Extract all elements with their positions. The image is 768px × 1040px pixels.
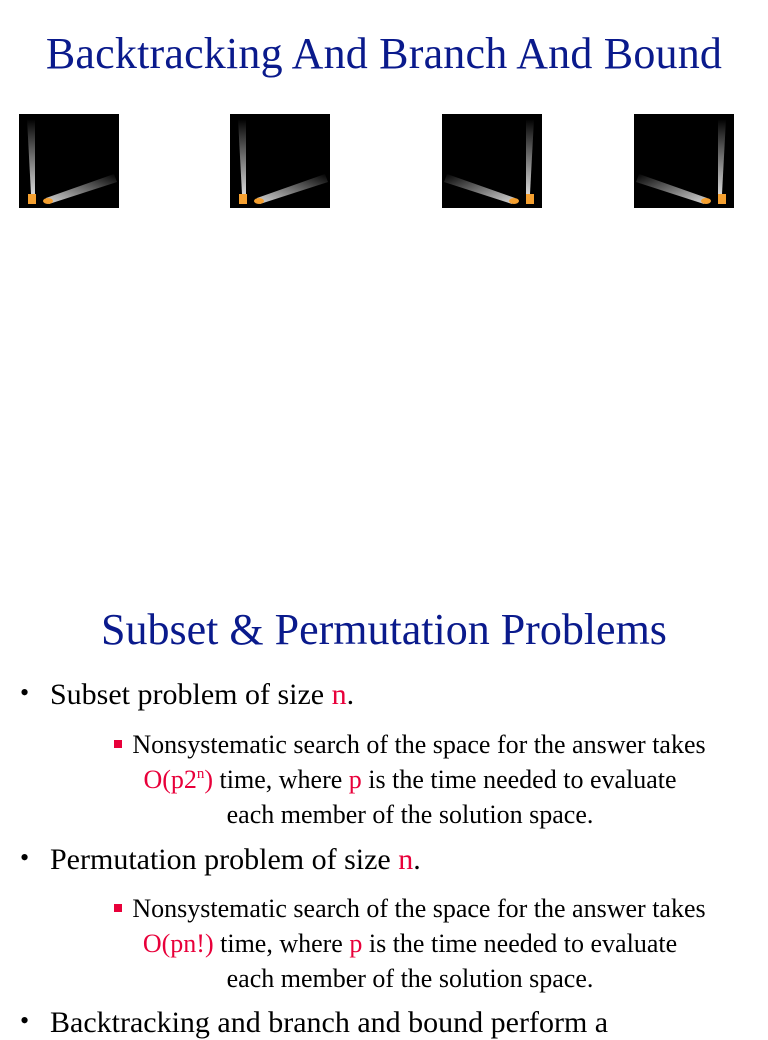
bullet-subset: • Subset problem of size n.: [20, 678, 355, 711]
bullet-backtracking: • Backtracking and branch and bound perform a: [20, 1006, 609, 1039]
spotlight-icon: [230, 114, 330, 208]
bullet-permutation: • Permutation problem of size n.: [20, 843, 421, 876]
spotlight-icon: [634, 114, 734, 208]
slide-title-1: Backtracking And Branch And Bound: [45, 29, 723, 78]
square-bullet-icon: [114, 740, 122, 748]
spotlight-icon: [19, 114, 119, 208]
sub-bullet-permutation: Nonsystematic search of the space for the answer takes O(pn!) time, where p is the time needed to evaluate each member of the solution space.: [60, 891, 760, 996]
square-bullet-icon: [114, 904, 122, 912]
spotlight-icon: [442, 114, 542, 208]
bullet-dot: •: [20, 843, 30, 872]
sub-bullet-subset: Nonsystematic search of the space for the answer takes O(p2$^n$) time, where p is the time needed to evaluate each member of the solution space.: [60, 727, 760, 832]
bullet-dot: •: [20, 678, 30, 707]
bullet-dot: •: [20, 1006, 30, 1035]
slide-title-2: Subset & Permutation Problems: [101, 605, 667, 654]
